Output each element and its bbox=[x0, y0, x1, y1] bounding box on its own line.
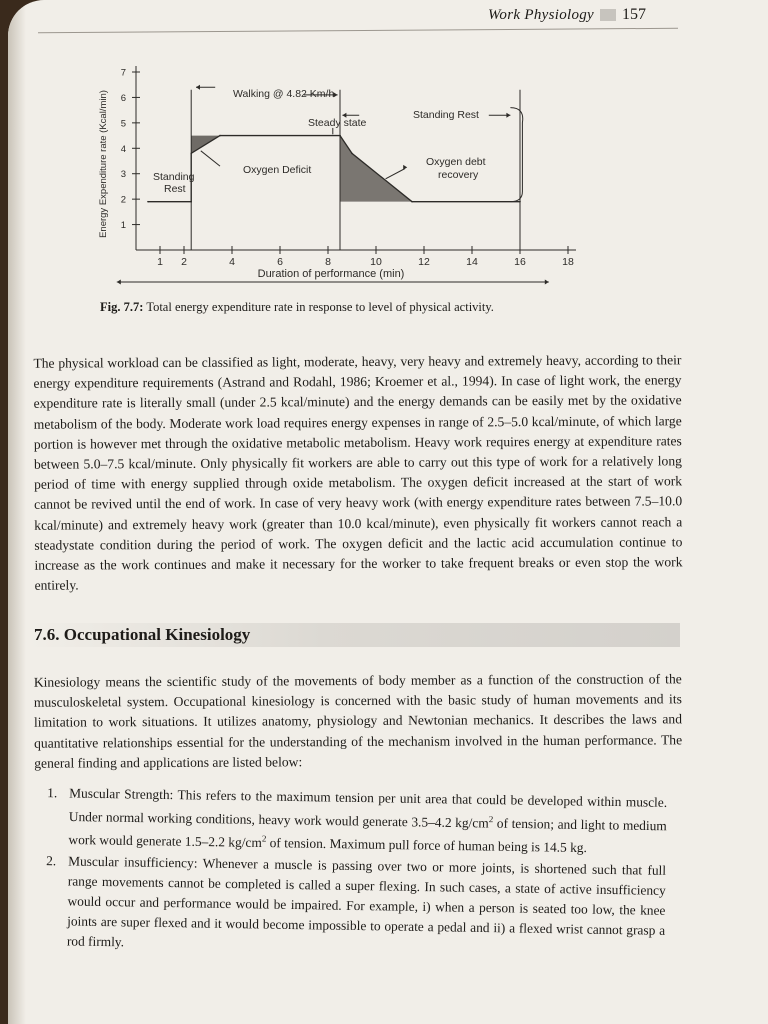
y-tick-label: 4 bbox=[120, 143, 126, 155]
label-standing-rest-left-2: Rest bbox=[164, 183, 186, 195]
right-bracket bbox=[510, 108, 522, 202]
x-tick-label: 12 bbox=[418, 256, 430, 268]
x-tick-label: 1 bbox=[157, 256, 163, 268]
findings-list bbox=[45, 783, 668, 962]
x-axis-label: Duration of performance (min) bbox=[257, 268, 405, 280]
body-paragraph-2: Kinesiology means the scientific study of the movements of body member as a function of the construction of the musculoskeletal system. Occupational kinesiology is concerned with the basic study of human movements and its limitation to work situations. It utilizes anatomy, physiology and Newtonian mechanics. It describes the laws and quantitative relationships essential for the understanding of the mechanism involved in the human performance. The general finding and applications are listed below: bbox=[33, 670, 683, 771]
label-walking: Walking @ 4.82 Km/h bbox=[233, 88, 335, 100]
curve-point bbox=[351, 153, 353, 155]
y-tick-label: 6 bbox=[120, 92, 126, 104]
list-item-text bbox=[68, 783, 667, 859]
label-standing-rest-right: Standing Rest bbox=[413, 109, 479, 121]
list-number: 2. bbox=[46, 853, 57, 869]
list-item bbox=[45, 851, 666, 960]
list-item-head: Muscular Strength: bbox=[69, 785, 174, 803]
x-tick-label: 18 bbox=[562, 256, 574, 268]
y-tick-label: 1 bbox=[120, 220, 126, 232]
y-axis-label: Energy Expenditure rate (Kcal/min) bbox=[98, 90, 109, 238]
oxygen-deficit-pointer bbox=[201, 151, 220, 166]
arrow-head bbox=[545, 280, 549, 285]
y-tick-label: 7 bbox=[120, 67, 126, 79]
x-tick-label: 16 bbox=[514, 256, 526, 268]
running-head bbox=[488, 6, 678, 24]
y-tick-label: 2 bbox=[120, 194, 126, 206]
arrow-head bbox=[506, 113, 510, 118]
running-title: Work Physiology bbox=[488, 6, 595, 23]
list-number: 1. bbox=[47, 785, 58, 801]
y-tick-label: 3 bbox=[120, 169, 126, 181]
x-tick-label: 14 bbox=[466, 256, 478, 268]
curve-point bbox=[147, 201, 149, 203]
curve-point bbox=[219, 135, 221, 137]
list-item-text bbox=[67, 852, 666, 960]
book-page bbox=[8, 0, 768, 1024]
x-tick-label: 8 bbox=[325, 256, 331, 268]
list-item-body-a: Whenever a muscle is passing over two or more joints, is shortened such that full range movements cannot be completed is called a super flexing. In such cases, a state of active insufficiency would occur and performance would be impaired. For example, i) when a person is seated too low, the knee joints are super flexed and it would become impossible to operate a pedal and ii) a flexed wrist cannot grasp a rod firmly. bbox=[66, 855, 667, 949]
label-steady-state: Steady state bbox=[308, 117, 367, 129]
x-axis bbox=[136, 246, 576, 268]
energy-expenditure-chart bbox=[78, 52, 598, 302]
arrow-head bbox=[403, 165, 407, 170]
x-tick-label: 4 bbox=[229, 256, 235, 268]
page-gutter-shadow bbox=[8, 0, 26, 1024]
list-item-body-a: This refers to the maximum tension per unit area that could be developed within muscle. Under normal working conditions, heavy work would generate 3.5–4.2 kg/cm bbox=[68, 787, 668, 831]
x-tick-label: 10 bbox=[370, 256, 382, 268]
y-tick-label: 5 bbox=[120, 118, 126, 130]
list-item-head: Muscular insufficiency: bbox=[68, 853, 198, 871]
section-heading: 7.6. Occupational Kinesiology bbox=[34, 625, 251, 644]
list-item-body-c: of tension. Maximum pull force of human being is 14.5 kg. bbox=[266, 835, 588, 856]
arrow-head bbox=[117, 280, 121, 285]
oxygen-debt-area bbox=[340, 136, 412, 202]
label-oxygen-deficit: Oxygen Deficit bbox=[243, 164, 312, 176]
caption-text: Total energy expenditure rate in response to level of physical activity. bbox=[146, 300, 494, 314]
x-tick-label: 6 bbox=[277, 256, 283, 268]
label-standing-rest-left-1: Standing bbox=[153, 171, 195, 183]
superscript: 2 bbox=[488, 813, 494, 824]
caption-label: Fig. 7.7: bbox=[100, 300, 144, 314]
label-oxygen-debt-2: recovery bbox=[438, 169, 479, 181]
label-oxygen-debt-1: Oxygen debt bbox=[426, 156, 486, 168]
list-item bbox=[46, 783, 667, 859]
list-item-body-b: of tension; and light to medium work would generate 1.5–2.2 kg/cm bbox=[68, 815, 667, 851]
page-number: 157 bbox=[622, 6, 647, 23]
curve-point bbox=[411, 201, 413, 203]
x-tick-label: 2 bbox=[181, 256, 187, 268]
body-paragraph-1: The physical workload can be classified as light, moderate, heavy, very heavy and extremely heavy, according to their energy expenditure requirements (Astrand and Rodahl, 1986; Kroemer et al., 1994). In case of light work, the energy expenditure rate is literally small (under 2.5 kcal/minute) and the energy demands can be easily met by the oxidative metabolism of the body. Moderate work load requires energy expenses in range of 2.5–5.0 kcal/minute, of which large portion is however met through the oxidative metabolic metabolism. Heavy work requires energy at expenditure rates between 5.0–7.5 kcal/minute. Only physically fit workers are able to carry out this type of work for a relatively long period of time with energy supplied through oxide metabolism. The oxygen deficit increased at the start of work cannot be revived until the end of work. In case of very heavy work (with energy expenditure rates between 7.5–10.0 kcal/minute) and extremely heavy work (greater than 10.0 kcal/minute), even physically fit workers cannot reach a steadystate condition during the period of work. The oxygen deficit and the lactic acid accumulation continue to increase as the work continues and make it necessary for the worker to take frequent breaks or even stop the work entirely. bbox=[33, 351, 683, 593]
y-axis bbox=[121, 66, 140, 250]
superscript: 2 bbox=[261, 833, 267, 844]
figure-caption bbox=[100, 300, 600, 315]
oxygen-debt-pointer bbox=[386, 169, 405, 179]
arrow-head bbox=[196, 85, 200, 90]
header-rule bbox=[38, 28, 678, 33]
page-marker bbox=[600, 9, 616, 21]
